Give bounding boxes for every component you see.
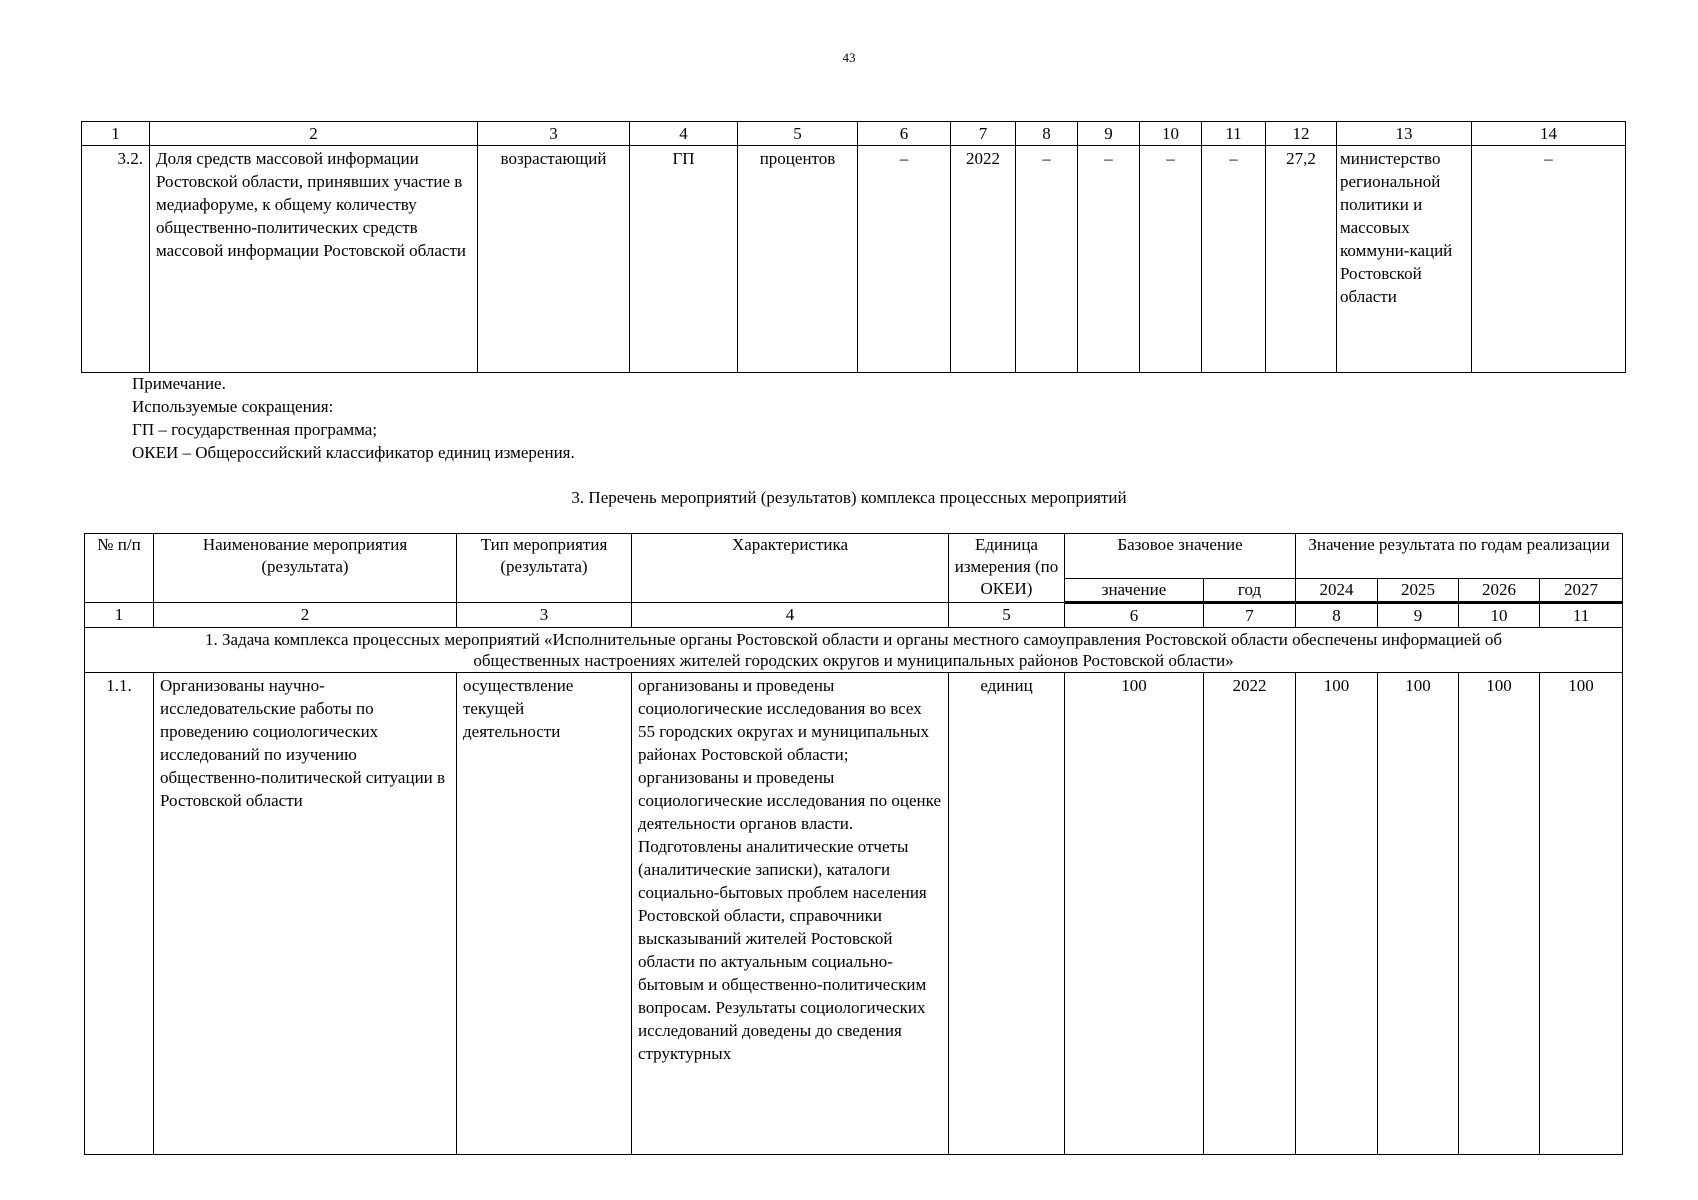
col-num: 9 (1378, 603, 1459, 628)
header-unit: Единица измерения (по ОКЕИ) (949, 534, 1065, 603)
header-type: Тип мероприятия (результата) (457, 534, 632, 603)
cell-7: 2022 (951, 146, 1016, 373)
col-num: 6 (1065, 603, 1204, 628)
header-year-2026: 2026 (1459, 579, 1540, 603)
cell-10: – (1140, 146, 1202, 373)
cell-6: – (858, 146, 951, 373)
col-num: 1 (82, 122, 150, 146)
col-num: 4 (630, 122, 738, 146)
activity-characteristic: организованы и проведены социологические исследования во всех 55 городских округах и муниципальных районах Ростовской области; организованы и проведены социологические исследования по оценке деятельности органов власти. Подготовлены аналитические отчеты (аналитические записки), каталоги социально-бытовых проблем населения Ростовской области, справочники высказываний жителей Ростовской области по актуальным социально-бытовым и общественно-политическим вопросам. Результаты социологических исследований доведены до сведения структурных (632, 673, 949, 1155)
indicator-level: ГП (630, 146, 738, 373)
cell-12: 27,2 (1266, 146, 1337, 373)
note-line: ОКЕИ – Общероссийский классификатор единиц измерения. (132, 443, 575, 462)
value-2027: 100 (1540, 673, 1623, 1155)
col-num: 11 (1202, 122, 1266, 146)
note-line: Примечание. (132, 374, 226, 393)
col-num: 6 (858, 122, 951, 146)
header-base-year: год (1204, 579, 1296, 603)
indicator-unit: процентов (738, 146, 858, 373)
cell-8: – (1016, 146, 1078, 373)
value-2026: 100 (1459, 673, 1540, 1155)
column-numbers-row (85, 603, 1623, 628)
note-line: Используемые сокращения: (132, 397, 334, 416)
col-num: 9 (1078, 122, 1140, 146)
header-year-2024: 2024 (1296, 579, 1378, 603)
page-number: 43 (842, 50, 856, 65)
value-2025: 100 (1378, 673, 1459, 1155)
col-num: 4 (632, 603, 949, 628)
col-num: 3 (457, 603, 632, 628)
task-row (85, 628, 1623, 673)
col-num: 7 (951, 122, 1016, 146)
col-num: 2 (154, 603, 457, 628)
col-num: 11 (1540, 603, 1623, 628)
header-num: № п/п (85, 534, 154, 603)
col-num: 12 (1266, 122, 1337, 146)
column-numbers-row (82, 122, 1626, 146)
col-num: 10 (1140, 122, 1202, 146)
activity-type: осуществление текущей деятельности (457, 673, 632, 1155)
col-num: 8 (1016, 122, 1078, 146)
base-year: 2022 (1204, 673, 1296, 1155)
header-year-2025: 2025 (1378, 579, 1459, 603)
table-row (82, 146, 1626, 373)
header-row (85, 534, 1623, 579)
header-name: Наименование мероприятия (результата) (154, 534, 457, 603)
col-num: 7 (1204, 603, 1296, 628)
row-number: 1.1. (85, 673, 154, 1155)
notes (132, 372, 575, 464)
task-title: 1. Задача комплекса процессных мероприятий «Исполнительные органы Ростовской области и органы местного самоуправления Ростовской области обеспечены информацией об общественных настроениях жителей городских округов и муниципальных районов Ростовской области» (85, 628, 1623, 673)
activities-table (84, 533, 1623, 1155)
row-number: 3.2. (82, 146, 150, 373)
col-num: 8 (1296, 603, 1378, 628)
header-base: Базовое значение (1065, 534, 1296, 579)
indicator-type: возрастающий (478, 146, 630, 373)
header-characteristic: Характеристика (632, 534, 949, 603)
activity-name: Организованы научно-исследовательские работы по проведению социологических исследований по изучению общественно-политической ситуации в Ростовской области (154, 673, 457, 1155)
value-2024: 100 (1296, 673, 1378, 1155)
cell-14: – (1472, 146, 1626, 373)
responsible-body: министерство региональной политики и массовых коммуни-каций Ростовской области (1337, 146, 1472, 373)
activity-unit: единиц (949, 673, 1065, 1155)
note-line: ГП – государственная программа; (132, 420, 378, 439)
col-num: 14 (1472, 122, 1626, 146)
header-years: Значение результата по годам реализации (1296, 534, 1623, 579)
base-value: 100 (1065, 673, 1204, 1155)
cell-9: – (1078, 146, 1140, 373)
col-num: 1 (85, 603, 154, 628)
col-num: 10 (1459, 603, 1540, 628)
col-num: 13 (1337, 122, 1472, 146)
indicator-name: Доля средств массовой информации Ростовской области, принявших участие в медиафоруме, к общему количеству общественно-политических средств массовой информации Ростовской области (150, 146, 478, 373)
col-num: 5 (949, 603, 1065, 628)
indicators-table (81, 121, 1626, 373)
col-num: 3 (478, 122, 630, 146)
cell-11: – (1202, 146, 1266, 373)
table-row (85, 673, 1623, 1155)
col-num: 2 (150, 122, 478, 146)
header-base-value: значение (1065, 579, 1204, 603)
col-num: 5 (738, 122, 858, 146)
section-title: 3. Перечень мероприятий (результатов) комплекса процессных мероприятий (571, 488, 1127, 507)
header-year-2027: 2027 (1540, 579, 1623, 603)
